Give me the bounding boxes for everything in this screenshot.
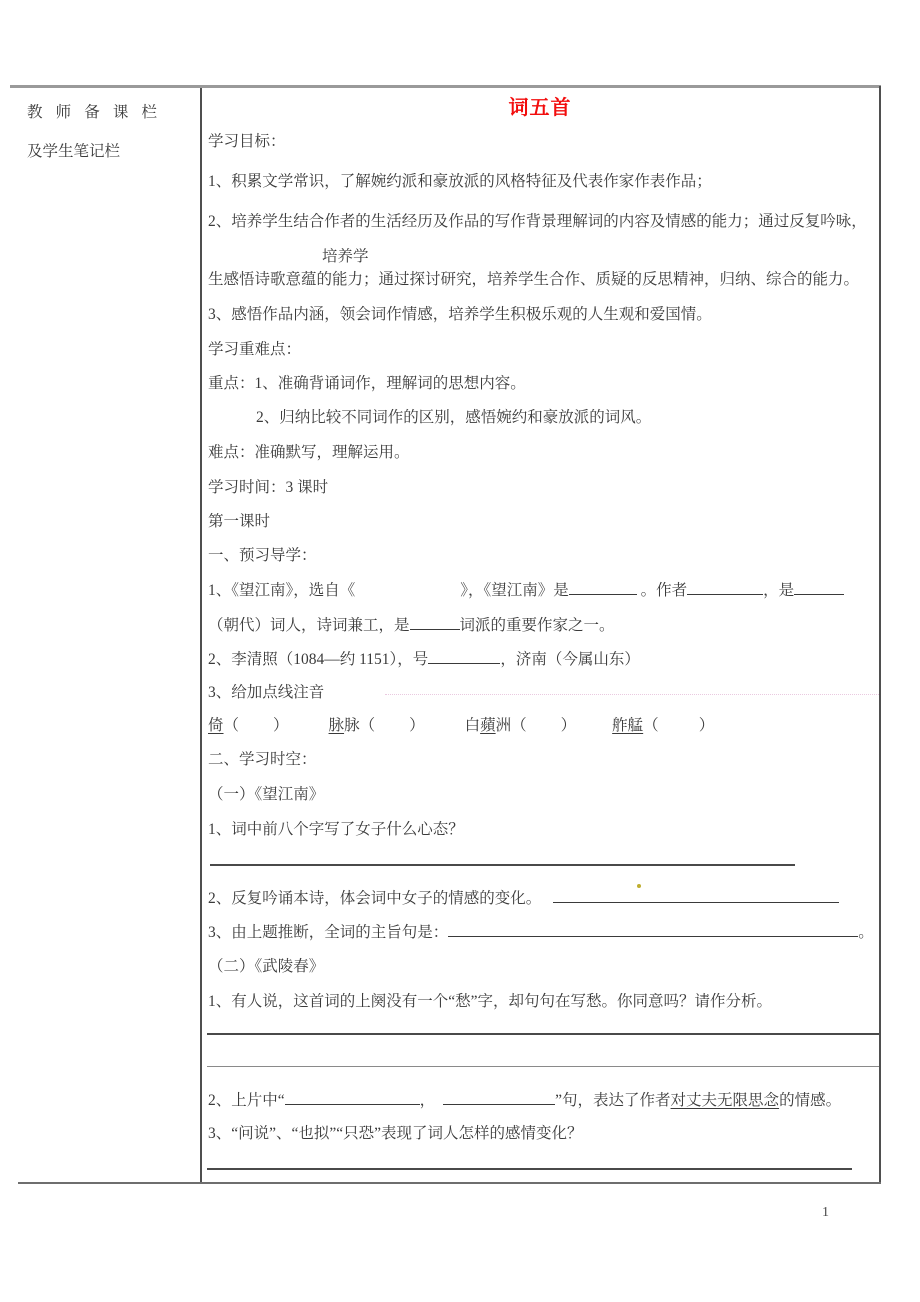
section-2-heading [208, 750, 317, 770]
fill-in-blank [285, 1090, 420, 1105]
answer-line [210, 864, 795, 866]
lesson-1-heading [208, 512, 270, 532]
text-run: 3、感悟作品内涵，领会词作情感，培养学生积极乐观的人生观和爱国情。 [208, 306, 712, 323]
underlined-text: 脉 [328, 717, 345, 734]
key-point-2 [256, 408, 651, 428]
preview-question-2 [208, 649, 640, 670]
text-run: 生感悟诗歌意蕴的能力；通过探讨研究，培养学生合作、质疑的反思精神，归纳、综合的能力。 [208, 271, 860, 288]
section-heading-key-points [208, 340, 301, 360]
text-run: 词派的重要作家之一。 [459, 617, 615, 634]
objective-2c [208, 270, 859, 290]
text-run: 重点：1、准确背诵词作，理解词的思想内容。 [208, 375, 526, 392]
underlined-text: 倚 [208, 717, 224, 734]
text-run: 1、积累文学常识，了解婉约派和豪放派的风格特征及代表作家作表作品； [208, 173, 712, 190]
page-number: 1 [822, 1205, 829, 1220]
poem-2-question-1 [208, 992, 772, 1012]
text-run: 第一课时 [208, 513, 271, 530]
poem-1-question-1 [208, 820, 464, 840]
key-point-1 [208, 374, 526, 394]
poem-1-question-2 [208, 888, 839, 909]
spacer [239, 729, 273, 730]
spacer [435, 1104, 443, 1105]
underlined-text: 舴艋 [612, 717, 644, 734]
poem-2-question-2 [208, 1090, 841, 1111]
objective-3 [208, 305, 712, 325]
text-run: 1、有人说，这首词的上阕没有一个“愁”字，却句句在写愁。你同意吗？请作分析。 [208, 993, 773, 1010]
fill-in-blank [687, 580, 763, 595]
text-run: 培养学 [322, 248, 369, 265]
spacer [659, 729, 699, 730]
text-run: ） [409, 717, 425, 734]
text-run: 1、词中前八个字写了女子什么心态？ [208, 821, 464, 838]
text-run: （一）《望江南》 [208, 786, 325, 803]
pinyin-exercise-line [208, 716, 714, 736]
text-run: 2、李清照（1084—约 1151），号 [208, 651, 429, 668]
section-heading-objectives [208, 132, 286, 152]
text-run: ） [273, 717, 289, 734]
fill-in-blank [569, 580, 637, 595]
text-run: 学习时间：3 课时 [208, 479, 329, 496]
text-run: 2、归纳比较不同词作的区别，感悟婉约和豪放派的词风。 [256, 409, 652, 426]
poem-2-question-3 [208, 1124, 583, 1144]
poem-1-question-3 [208, 922, 874, 943]
text-run: 。作者 [636, 582, 688, 599]
section-1-heading [208, 546, 317, 566]
objective-1 [208, 172, 712, 192]
text-run: 1、《望江南》，选自《 [208, 582, 356, 599]
answer-line [207, 1168, 852, 1170]
preview-question-3 [208, 683, 324, 703]
text-run: 难点：准确默写，理解运用。 [208, 444, 410, 461]
poem-1-heading [208, 785, 324, 805]
text-run: 洲（ [495, 717, 527, 734]
text-run: ， [419, 1092, 436, 1109]
spacer [355, 594, 460, 595]
text-run: （ [223, 717, 240, 734]
spacer [527, 729, 561, 730]
objective-2a [208, 212, 867, 232]
left-column-header-line1: 教 师 备 课 栏 [27, 104, 157, 121]
fill-in-blank [448, 922, 858, 937]
text-run: 3、由上题推断，全词的主旨句是： [208, 924, 449, 941]
spacer [576, 729, 612, 730]
study-time [208, 478, 328, 498]
table-right-border [879, 86, 881, 1184]
text-run: ） [698, 717, 715, 734]
text-run: 。 [858, 924, 874, 941]
text-run: 的情感。 [779, 1092, 842, 1109]
text-run: ，济南（今属山东） [500, 651, 640, 668]
underlined-text: 对丈夫无限思念 [670, 1092, 780, 1109]
scan-artifact-dot [637, 884, 641, 888]
text-run: 3、给加点线注音 [208, 684, 325, 701]
spacer [289, 729, 329, 730]
text-run: 白 [464, 717, 481, 734]
text-run: ） [560, 717, 577, 734]
difficulty-point [208, 443, 410, 463]
underlined-text: 蘋 [480, 717, 496, 734]
text-run: 一、预习导学： [208, 547, 317, 564]
text-run: 脉（ [344, 717, 376, 734]
answer-line [207, 1066, 879, 1067]
scan-artifact-dotted-line [385, 694, 879, 695]
spacer [375, 729, 409, 730]
text-run: （朝代）词人，诗词兼工，是 [208, 617, 410, 634]
text-run: 2、反复吟诵本诗，体会词中女子的情感的变化。 [208, 890, 542, 907]
text-run: 学习目标： [208, 133, 286, 150]
spacer [425, 729, 465, 730]
text-run: 二、学习时空： [208, 751, 317, 768]
fill-in-blank [794, 580, 844, 595]
text-run: ”句，表达了作者 [555, 1092, 671, 1109]
table-bottom-border [18, 1182, 881, 1184]
poem-2-heading [208, 957, 324, 977]
fill-in-blank [428, 649, 500, 664]
text-run: （ [643, 717, 659, 734]
preview-question-1a [208, 580, 844, 601]
answer-line [207, 1033, 879, 1035]
text-run: 3、“问说”、“也拟”“只恐”表现了词人怎样的感情变化？ [208, 1125, 583, 1142]
fill-in-blank [410, 615, 460, 630]
fill-in-blank [443, 1090, 555, 1105]
text-run: 学习重难点： [208, 341, 302, 358]
table-top-border [10, 85, 881, 88]
table-column-divider [200, 88, 202, 1184]
text-run: （二）《武陵春》 [208, 958, 325, 975]
left-column-header-line2: 及学生笔记栏 [27, 143, 121, 160]
objective-2b [322, 247, 369, 267]
text-run: 》，《望江南》是 [460, 582, 569, 599]
preview-question-1b [208, 615, 615, 636]
text-run: 2、上片中“ [208, 1092, 285, 1109]
spacer [541, 902, 553, 903]
fill-in-blank [553, 888, 839, 903]
text-run: ，是 [763, 582, 795, 599]
worksheet-title: 词五首 [508, 97, 572, 119]
text-run: 2、培养学生结合作者的生活经历及作品的写作背景理解词的内容及情感的能力；通过反复吟咏， [208, 213, 867, 230]
